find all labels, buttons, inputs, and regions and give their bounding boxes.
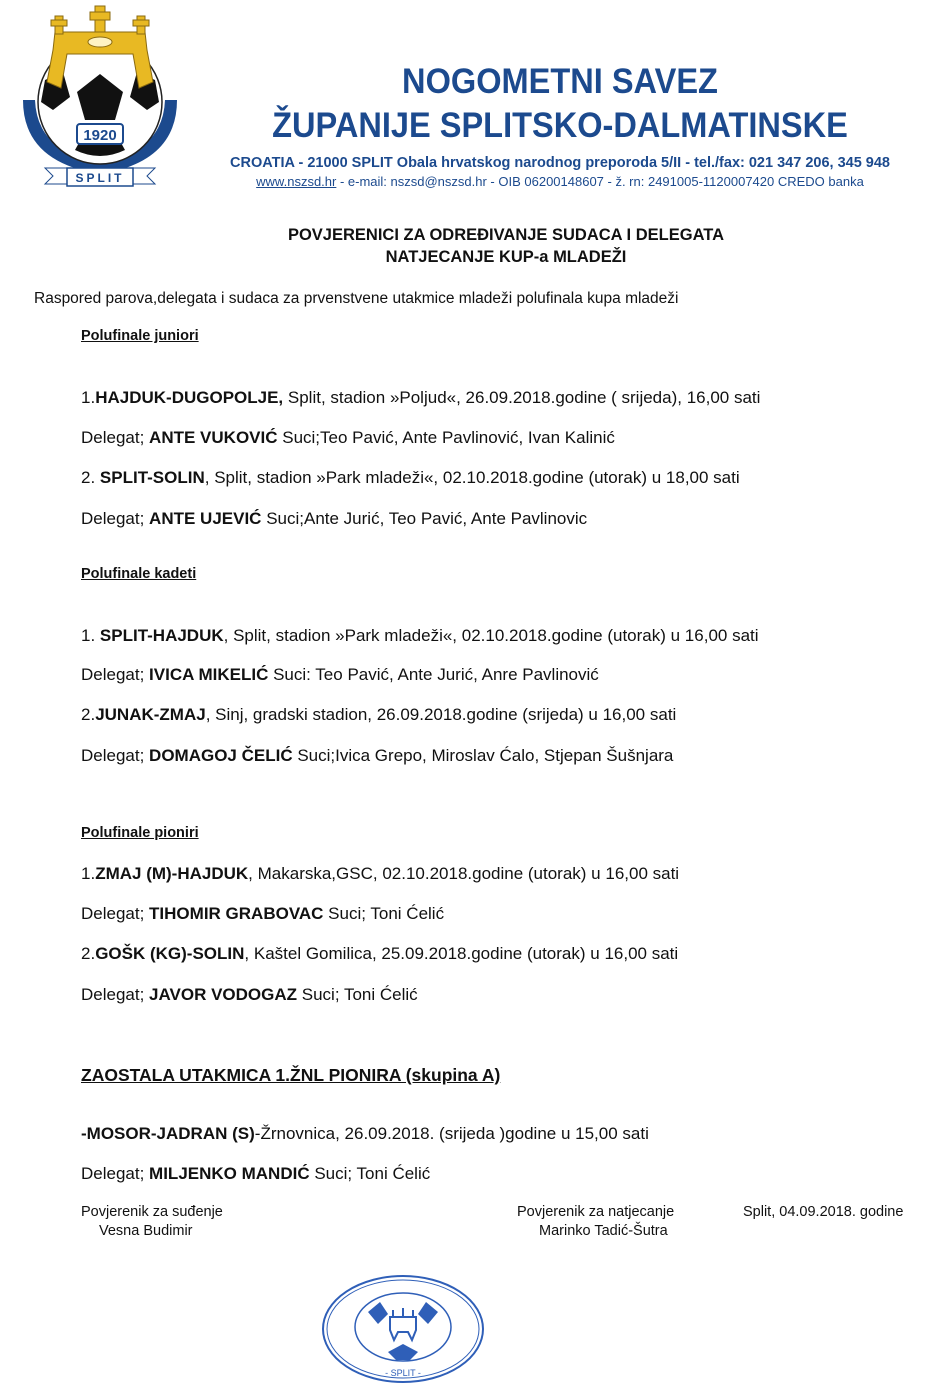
doc-title-line1: POVJERENICI ZA ODREĐIVANJE SUDACA I DELEGATA [287, 226, 725, 244]
website-link[interactable]: www.nszsd.hr [256, 174, 337, 189]
delegate-line: Delegat; MILJENKO MANDIĆ Suci; Toni Ćelić [81, 1164, 431, 1183]
federation-logo [15, 2, 185, 190]
logo-year: 1920 [83, 127, 117, 144]
section-heading-kadeti: Polufinale kadeti [81, 566, 197, 582]
intro-text: Raspored parova,delegata i sudaca za prvenstvene utakmice mladeži polufinala kupa mladeži [34, 290, 679, 307]
logo-city: SPLIT [75, 171, 125, 185]
delegate-line: Delegat; JAVOR VODOGAZ Suci; Toni Ćelić [81, 985, 418, 1004]
org-name-line2: ŽUPANIJE SPLITSKO-DALMATINSKE [272, 106, 848, 145]
signature-mid-title: Povjerenik za natjecanje [517, 1204, 675, 1220]
section-heading-juniori: Polufinale juniori [81, 328, 199, 344]
delegate-line: Delegat; TIHOMIR GRABOVAC Suci; Toni Ćelić [81, 904, 445, 923]
delegate-line: Delegat; IVICA MIKELIĆ Suci: Teo Pavić, Ante Jurić, Anre Pavlinović [81, 665, 599, 684]
section-heading-zaostala: ZAOSTALA UTAKMICA 1.ŽNL PIONIRA (skupina A) [81, 1065, 501, 1085]
place-date: Split, 04.09.2018. godine [743, 1204, 904, 1220]
stamp-city: - SPLIT - [385, 1368, 421, 1378]
delegate-line: Delegat; ANTE VUKOVIĆ Suci;Teo Pavić, Ante Pavlinović, Ivan Kalinić [81, 428, 615, 447]
org-address: CROATIA - 21000 SPLIT Obala hrvatskog narodnog preporoda 5/II - tel./fax: 021 347 206, 345 948 [230, 155, 890, 171]
delegate-line: Delegat; ANTE UJEVIĆ Suci;Ante Jurić, Teo Pavić, Ante Pavlinovic [81, 509, 588, 528]
section-heading-pioniri: Polufinale pioniri [81, 825, 199, 841]
match-line: 2.GOŠK (KG)-SOLIN, Kaštel Gomilica, 25.09.2018.godine (utorak) u 16,00 sati [81, 944, 679, 963]
org-contact [190, 174, 930, 189]
match-line: 2.JUNAK-ZMAJ, Sinj, gradski stadion, 26.09.2018.godine (srijeda) u 16,00 sati [81, 705, 677, 724]
match-line: 1. SPLIT-HAJDUK, Split, stadion »Park mladeži«, 02.10.2018.godine (utorak) u 16,00 sati [81, 626, 759, 645]
match-line: -MOSOR-JADRAN (S)-Žrnovnica, 26.09.2018. (srijeda )godine u 15,00 sati [81, 1124, 649, 1143]
match-line: 1.HAJDUK-DUGOPOLJE, Split, stadion »Poljud«, 26.09.2018.godine ( srijeda), 16,00 sati [81, 388, 761, 407]
match-line: 2. SPLIT-SOLIN, Split, stadion »Park mladeži«, 02.10.2018.godine (utorak) u 18,00 sati [81, 468, 740, 487]
delegate-line: Delegat; DOMAGOJ ČELIĆ Suci;Ivica Grepo, Miroslav Ćalo, Stjepan Šušnjara [81, 746, 674, 765]
match-line: 1.ZMAJ (M)-HAJDUK, Makarska,GSC, 02.10.2018.godine (utorak) u 16,00 sati [81, 864, 680, 883]
official-stamp [318, 1272, 488, 1387]
doc-title-line2: NATJECANJE KUP-a MLADEŽI [385, 248, 627, 266]
signature-left-name: Vesna Budimir [99, 1223, 193, 1239]
signature-mid-name: Marinko Tadić-Šutra [539, 1223, 668, 1239]
org-name-line1: NOGOMETNI SAVEZ [402, 62, 718, 101]
signature-left-title: Povjerenik za suđenje [81, 1204, 223, 1220]
contact-details: - e-mail: nszsd@nszsd.hr - OIB 06200148607 - ž. rn: 2491005-1120007420 CREDO banka [336, 174, 864, 189]
